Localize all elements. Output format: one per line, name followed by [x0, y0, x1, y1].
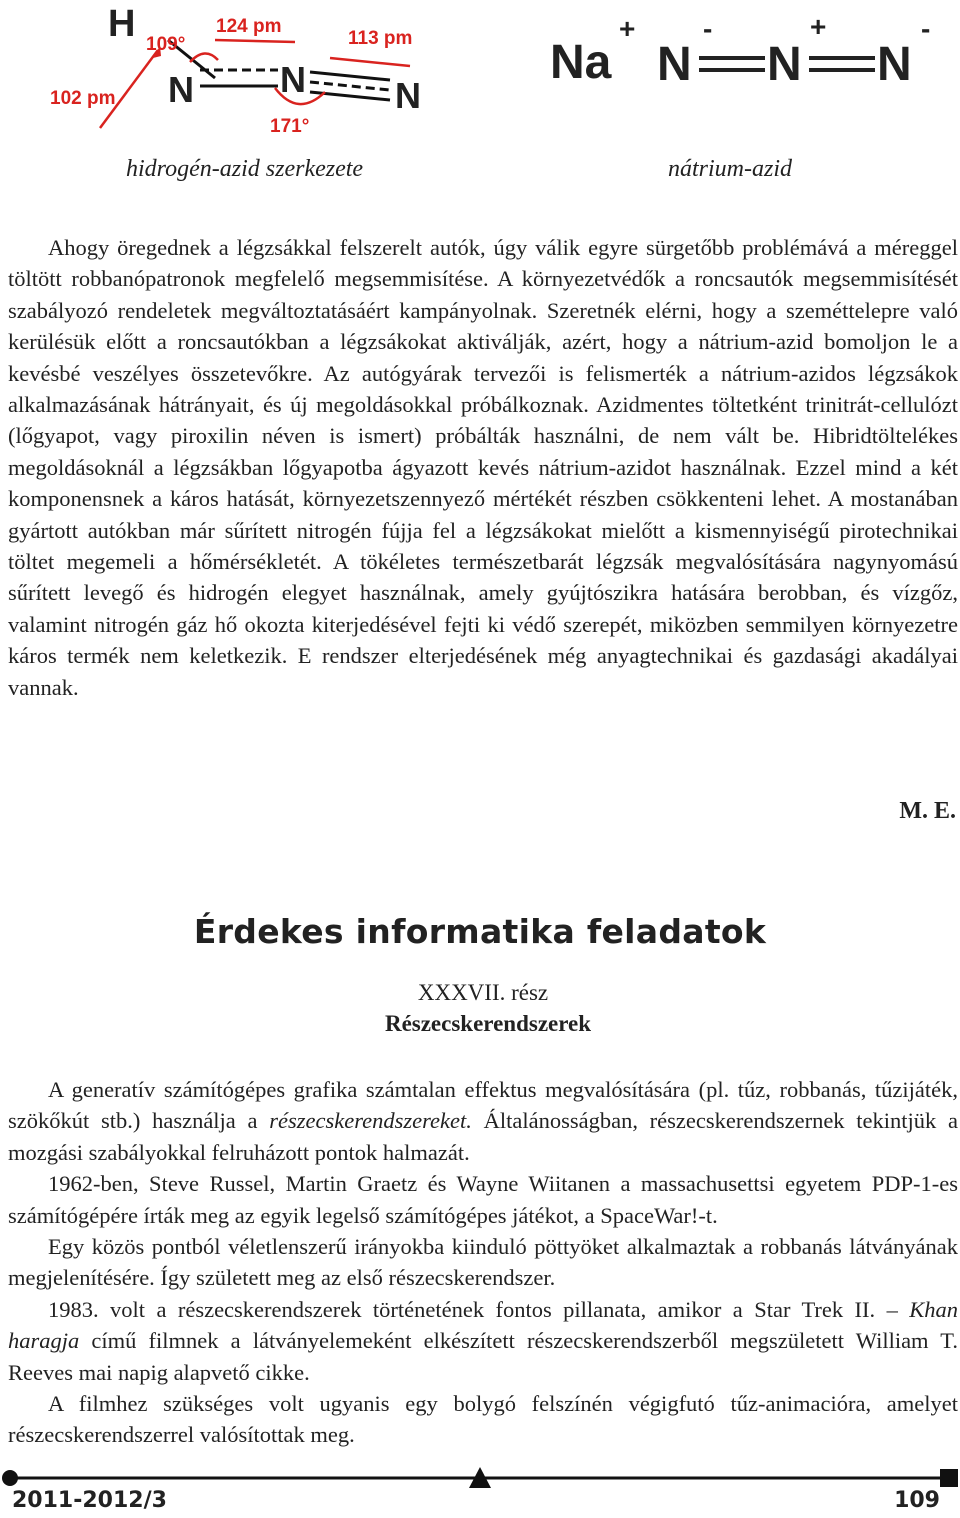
sodium-atom-label: Na	[550, 36, 612, 89]
footer-rule	[0, 1466, 960, 1490]
square-ornament-icon	[940, 1469, 958, 1487]
angle-label: 171°	[270, 116, 310, 137]
nitrogen-atom-label: N	[395, 75, 421, 116]
paragraph-text: Általánosságban, részecskerendszernek tekintjük a mozgási szabályokkal felruházott pontok halmazát.	[8, 1108, 958, 1165]
article-paragraph	[8, 1074, 958, 1168]
article-paragraph: Egy közös pontból véletlenszerű irányokba kiinduló pöttyöket alkalmaztak a robbanás látványának megjelenítésére. Így született meg az első részecskerendszer.	[8, 1234, 958, 1291]
nitrogen-atom-label: N	[877, 38, 912, 91]
hydrogen-azide-structure-diagram	[40, 0, 460, 140]
nitrogen-atom-label: N	[168, 69, 194, 110]
nitrogen-atom-label: N	[657, 38, 692, 91]
charge-label: +	[810, 11, 827, 42]
bond-length-label: 124 pm	[216, 16, 282, 37]
particle-systems-article	[8, 1074, 958, 1451]
paragraph-text: A generatív számítógépes grafika számtalan effektus megvalósítására (pl. tűz, robbanás, tűzijáték, szökőkút stb.) használja a	[8, 1077, 958, 1134]
charge-label: -	[703, 13, 713, 44]
article-paragraph: 1962-ben, Steve Russel, Martin Graetz és Wayne Wiitanen a massachusettsi egyetem PDP-1-es számítógépére írták meg az egyik legelső számítógépes játékot, a SpaceWar!-t.	[8, 1171, 958, 1228]
hydrogen-atom-label: H	[108, 3, 136, 45]
right-figure-caption: nátrium-azid	[668, 156, 793, 182]
article-paragraph: A filmhez szükséges volt ugyanis egy bolygó felszínén végigfutó tűz-animacióra, amelyet részecskerendszerrel valósítottak meg.	[8, 1391, 958, 1448]
paragraph-text: 1983. volt a részecskerendszerek történetének fontos pillanata, amikor a Star Trek II. –	[48, 1296, 910, 1322]
circle-ornament-icon	[2, 1470, 18, 1486]
left-figure-caption: hidrogén-azid szerkezete	[126, 156, 364, 182]
charge-label: +	[619, 13, 636, 44]
nitrogen-atom-label: N	[767, 38, 802, 91]
issue-number: 2011-2012/3	[12, 1488, 167, 1513]
page-number: 109	[894, 1488, 940, 1513]
bond-length-label: 102 pm	[50, 88, 116, 109]
nitrogen-atom-label: N	[280, 59, 306, 100]
angle-label: 109°	[146, 34, 186, 55]
author-signature: M. E.	[899, 798, 956, 824]
emphasis-text: részecskerendszereket.	[269, 1108, 472, 1134]
airbag-article	[8, 232, 958, 703]
part-number: XXXVII. rész	[417, 980, 549, 1005]
film-title-text: Khan haragja	[8, 1296, 958, 1354]
article-paragraph	[8, 1294, 958, 1388]
sodium-azide-structure-diagram	[545, 0, 945, 110]
bond-length-label: 113 pm	[348, 28, 413, 49]
article-paragraph: Ahogy öregednek a légzsákkal felszerelt autók, úgy válik egyre sürgetőbb problémává a méreggel töltött robbanópatronok megfelelő megsemmisítése. A környezetvédők a roncsautók megsemmisítését szabályozó rendeletek megváltoztatásáért kampányolnak. Szeretnék elérni, hogy a szeméttelepre való kerülésük előtt a roncsautókban a légzsákokat aktiválják, azért, hogy a nátrium-azid bomoljon le a kevésbé veszélyes összetevőkre. Az autógyárak tervezői is felismerték a nátrium-azidos légzsákok alkalmazásának hátrányait, és új megoldásokkal próbálkoznak. Azidmentes töltetként trinitrát-cellulózt (lőgyapot, vagy piroxilin néven is ismert) próbálták használni, de nem vált be. Hibridtöltelékes megoldásoknál a légzsákban lőgyapotba ágyazott kevés nátrium-azidot használnak. Ezzel mind a két komponensnek a káros hatását, környezetszennyező mértékét részben csökkenteni lehet. A mostanában gyártott autókban már sűrített nitrogén fújja fel a légzsákokat mielőtt a kismennyiségű pirotechnikai töltet megemeli a hőmérsékletét. A tökéletes természetbarát légzsák megvalósítására nagynyomású sűrített levegő és hidrogén elegyet használnak, amely gyújtószikra hatására berobban, és vízgőz, valamint nitrogén gáz hő okozta kiterjedésével fejti ki védő szerepét, miközben semmilyen környezetre káros termék nem keletkezik. E rendszer elterjedésének még anyagtechnikai és gazdasági akadályai vannak.	[8, 235, 958, 700]
section-title: Érdekes informatika feladatok	[193, 912, 767, 951]
article-subtitle: Részecskerendszerek	[384, 1011, 592, 1036]
paragraph-text: című filmnek a látványelemeként elkészített részecskerendszerből megszületett William T. Reeves mai napig alapvető cikke.	[8, 1328, 958, 1385]
charge-label: -	[921, 13, 931, 44]
